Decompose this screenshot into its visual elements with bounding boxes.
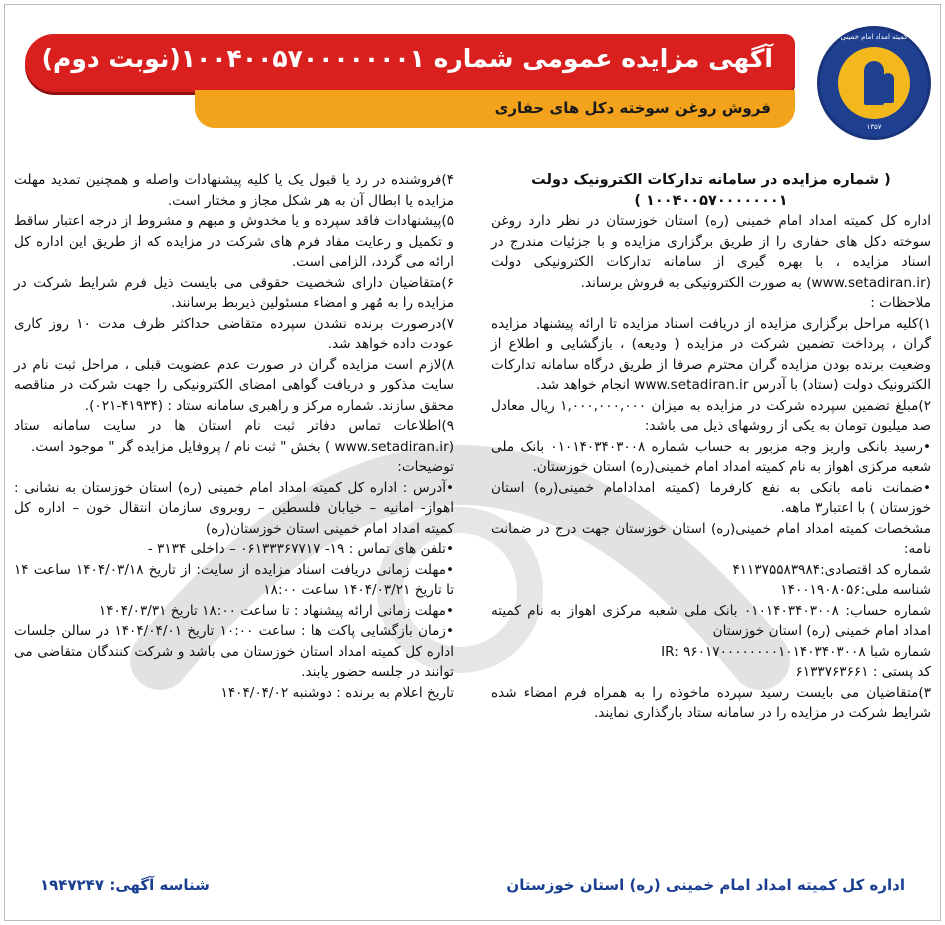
paragraph: شماره کد اقتصادی:۴۱۱۳۷۵۵۸۳۹۸۴ — [732, 561, 931, 578]
logo-emblem — [838, 47, 910, 119]
paragraph: تاریخ اعلام به برنده : دوشنبه ۱۴۰۴/۰۴/۰۲ — [220, 684, 454, 701]
paragraph: •آدرس : اداره کل کمیته امداد امام خمینی (ره) استان خوزستان به نشانی : اهواز- امانیه – خیابان فلسطین – روبروی سازمان انتقال خون – اداره کل کمیته امداد امام خمینی استان خوزستان(ره) — [14, 479, 454, 537]
paragraph: شناسه ملی:۱۴۰۰۱۹۰۸۰۵۶ — [780, 582, 931, 598]
logo-adult-figure — [864, 61, 884, 105]
paragraph: •زمان بازگشایی پاکت ها : ساعت ۱۰:۰۰ تاریخ ۱۴۰۴/۰۴/۰۱ در سالن جلسات اداره کل کمیته امداد استان خوزستان می باشد و شرکت کنندگان متقاضی می توانند در جلسه حضور یابند. — [14, 623, 454, 680]
logo-ring-text: کمیته امداد امام خمینی — [840, 33, 908, 41]
paragraph: شماره شبا IR: ۹۶۰۱۷۰۰۰۰۰۰۰۰۱۰۱۴۰۳۴۰۳۰۰۸ — [661, 643, 931, 660]
paragraph: ۵)پیشنهادات فاقد سپرده و یا مخدوش و مبهم و مشروط از درجه اعتبار ساقط و تکمیل و رعایت مفاد فرم های شرکت در مزایده که از طریق این اداره کل ارائه می گردد، الزامی است. — [14, 213, 454, 270]
page-title: آگهی مزایده عمومی شماره ۱۰۰۴۰۰۵۷۰۰۰۰۰۰۰۱(نوبت دوم) — [41, 44, 773, 73]
paragraph: •ضمانت نامه بانکی به نفع کارفرما (کمیته امدادامام خمینی(ره) استان خوزستان ) با اعتبار۳ ماهه. — [491, 479, 931, 516]
paragraph: ۶)متقاضیان دارای شخصیت حقوقی می بایست ذیل فرم شرایط شرکت در مزایده را به مُهر و امضاء مسئولین ذیربط برسانند. — [14, 274, 454, 311]
paragraph: •تلفن های تماس : ۱۹- ۰۶۱۳۳۳۶۷۷۱۷ – داخلی ۳۱۳۴ - — [147, 541, 454, 557]
paragraph: ملاحظات : — [870, 295, 931, 311]
paragraph: •مهلت زمانی ارائه پیشنهاد : تا ساعت ۱۸:۰۰ تاریخ ۱۴۰۴/۰۳/۳۱ — [98, 602, 454, 619]
page-subtitle: فروش روغن سوخته دکل های حفاری — [494, 99, 771, 117]
paragraph: ۹)اطلاعات تماس دفاتر ثبت نام استان ها در سایت سامانه ستاد (www.setadiran.ir ) بخش " ثبت نام / پروفایل مزایده گر " موجود است. — [14, 418, 454, 455]
paragraph: مشخصات کمیته امداد امام خمینی(ره) استان خوزستان جهت درج در ضمانت نامه: — [491, 520, 931, 557]
logo-year: ۱۳۵۷ — [866, 123, 882, 131]
section-heading: ( شماره مزایده در سامانه تدارکات الکترونیک دولت ۱۰۰۴۰۰۵۷۰۰۰۰۰۰۰۱ ) — [531, 172, 891, 209]
paragraph: ۳)متقاضیان می بایست رسید سپرده ماخوذه را به همراه فرم امضاء شده شرایط شرکت در مزایده را در سامانه ستاد بارگذاری نمایند. — [491, 684, 931, 721]
paragraph: ۲)مبلغ تضمین سپرده شرکت در مزایده به میزان ۱,۰۰۰,۰۰۰,۰۰۰ ریال معادل صد میلیون تومان به یکی از روشهای ذیل می باشد: — [491, 397, 931, 434]
paragraph: ۴)فروشنده در رد یا قبول یک یا کلیه پیشنهادات واصله و همچنین تمدید مهلت مزایده یا ابطال آن به هر شکل مجاز و مختار است. — [14, 172, 454, 209]
paragraph: •رسید بانکی واریز وجه مزبور به حساب شماره ۰۱۰۱۴۰۳۴۰۳۰۰۸ بانک ملی شعبه مرکزی اهواز به نام کمیته امداد امام خمینی(ره) استان خوزستان. — [491, 438, 931, 475]
paragraph: اداره کل کمیته امداد امام خمینی (ره) استان خوزستان در نظر دارد روغن سوخته دکل های حفاری را از طریق برگزاری مزایده و با جزئیات مندرج در اسناد مزایده ، با بهره گیری از سامانه تدارکات الکترونیکی دولت (www.setadiran.ir) به صورت الکترونیکی به فروش برساند. — [491, 213, 931, 291]
title-banner — [25, 34, 795, 92]
paragraph: ۷)درصورت برنده نشدن سپرده متقاضی حداکثر ظرف مدت ۱۰ روز کاری عودت داده خواهد شد. — [14, 315, 454, 352]
paragraph: ۱)کلیه مراحل برگزاری مزایده از دریافت اسناد مزایده تا ارائه پیشنهاد مزایده گران ، پرداخت تضمین شرکت در مزایده ( ودیعه) ، بازگشایی و اطلاع از وضعیت برنده بودن مزایده گران محترم صرفا از طریق درگاه سامانه تدارکات الکترونیک دولت (ستاد) با آدرس www.setadiran.ir انجام خواهد شد. — [491, 315, 931, 393]
paragraph: توضیحات: — [397, 459, 454, 475]
footer-organization: اداره کل کمیته امداد امام خمینی (ره) استان خوزستان — [506, 876, 905, 894]
paragraph: شماره حساب: ۰۱۰۱۴۰۳۴۰۳۰۰۸ بانک ملی شعبه مرکزی اهواز به نام کمیته امداد امام خمینی (ره) استان خوزستان — [491, 602, 931, 639]
paragraph: ۸)لازم است مزایده گران در صورت عدم عضویت قبلی ، مراحل ثبت نام در سایت مذکور و دریافت گواهی امضای الکترونیکی را جهت شرکت در مناقصه محقق سازند. شماره مرکز و راهبری سامانه ستاد : (۴۱۹۳۴-۰۲۱). — [14, 356, 454, 414]
emdad-logo — [817, 26, 931, 140]
logo-child-figure — [882, 73, 894, 103]
footer-ad-id: شناسه آگهی: ۱۹۴۷۲۴۷ — [40, 876, 210, 894]
paragraph: •مهلت زمانی دریافت اسناد مزایده از سایت: از تاریخ ۱۴۰۴/۰۳/۱۸ ساعت ۱۴ تا تاریخ ۱۴۰۴/۰۳/۲۱ ساعت ۱۸:۰۰ — [14, 561, 454, 598]
subtitle-banner — [195, 90, 795, 128]
right-column — [491, 170, 931, 724]
paragraph: کد پستی : ۶۱۳۳۷۶۳۶۶۱ — [795, 664, 931, 680]
left-column — [14, 170, 454, 703]
